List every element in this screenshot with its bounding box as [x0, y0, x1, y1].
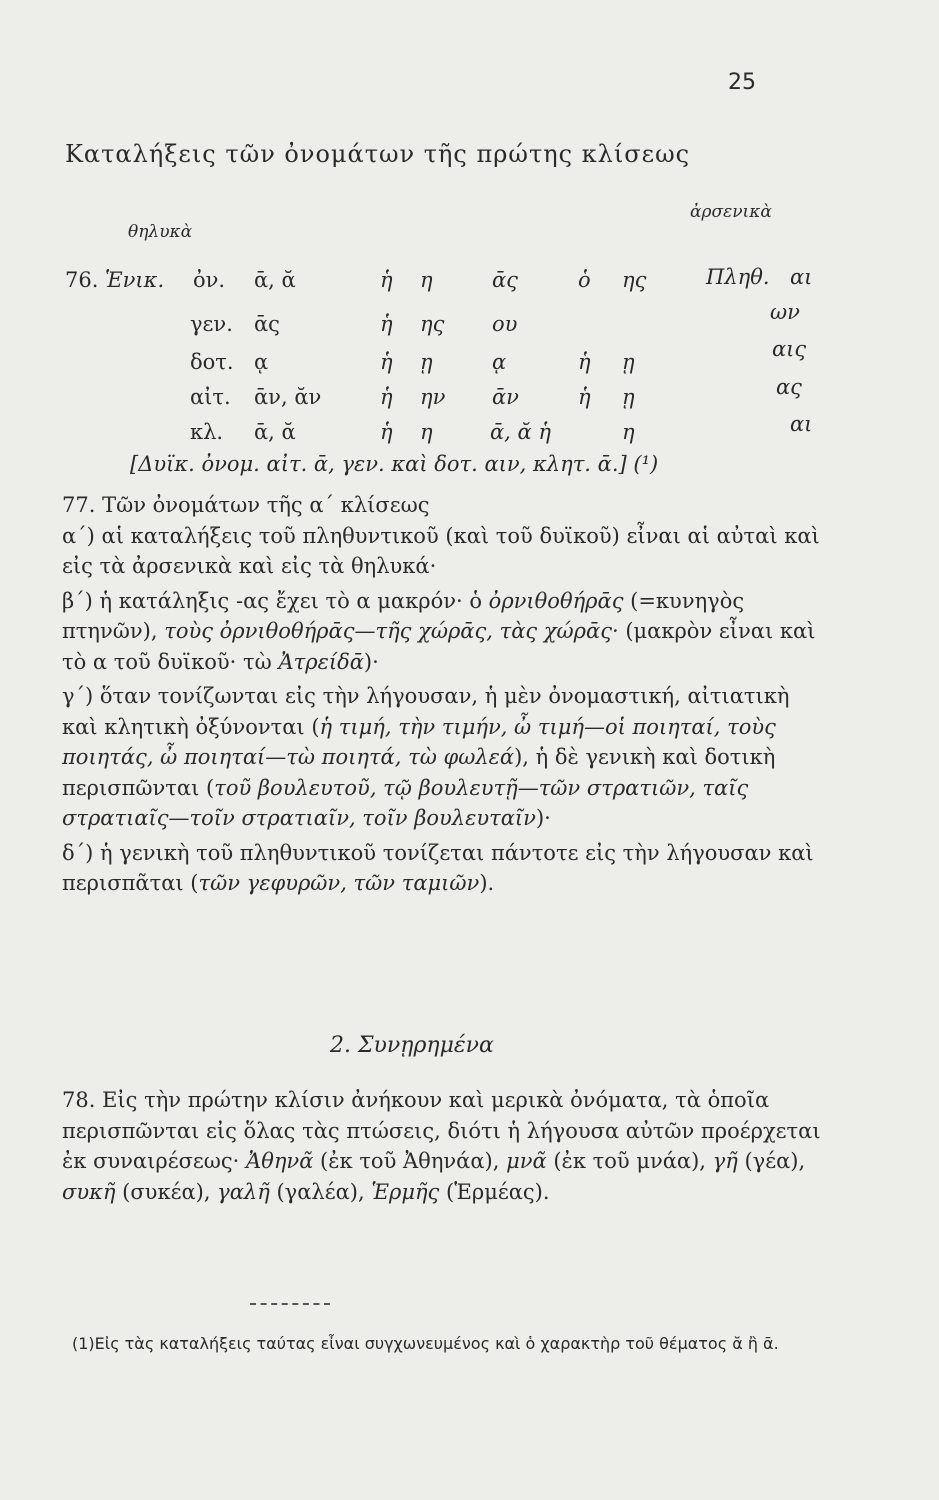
- case-label: αἰτ.: [190, 385, 231, 409]
- ending: ῃ: [420, 350, 433, 374]
- plural-ending: ων: [770, 300, 800, 324]
- footnote-divider: [250, 1303, 330, 1305]
- p77-point-c: γ΄) ὅταν τονίζωνται εἰς τὴν λήγουσαν, ἡ μὲν ὀνομαστική, αἰτιατικὴ καὶ κλητικὴ ὀξύνονται (ἡ τιμή, τὴν τιμήν, ὦ τιμή—οἱ ποιηταί, τοὺς ποιητάς, ὦ ποιηταί—τὼ ποιητά, τὼ φωλεά), ἡ δὲ γενικὴ καὶ δοτικὴ περισπῶνται (τοῦ βουλευτοῦ, τῷ βουλευτῇ—τῶν στρατιῶν, ταῖς στρατιαῖς—τοῖν στρατιαῖν, τοῖν βουλευταῖν)·: [62, 684, 790, 830]
- ending: ἡ: [578, 385, 591, 409]
- ending: ᾳ: [492, 350, 507, 374]
- ending: ἡ: [380, 350, 393, 374]
- ending: ου: [492, 312, 518, 336]
- ending: ης: [420, 312, 445, 336]
- paragraph-77: [62, 490, 822, 899]
- ending: ᾱς: [254, 312, 280, 336]
- ending: η: [420, 268, 433, 292]
- section-number-76: 76.: [65, 268, 99, 292]
- feminine-label: θηλυκὰ: [128, 222, 193, 242]
- ending: ῃ: [622, 350, 635, 374]
- plural-label: Πληθ.: [706, 265, 770, 289]
- ending: ης: [622, 268, 647, 292]
- p77-point-d: δ΄) ἡ γενικὴ τοῦ πληθυντικοῦ τονίζεται πάντοτε εἰς τὴν λήγουσαν καὶ περισπᾶται (τῶν γεφυρῶν, τῶν ταμιῶν).: [62, 840, 814, 895]
- dual-forms-line: [Δυϊκ. ὀνομ. αἰτ. ᾱ, γεν. καὶ δοτ. αιν, κλητ. ᾱ.] (¹): [130, 452, 659, 476]
- masculine-label: ἀρσενικὰ: [690, 202, 772, 222]
- singular-label: Ἑνικ.: [105, 268, 165, 292]
- ending: ἡ: [380, 385, 393, 409]
- paragraph-78: 78. Εἰς τὴν πρώτην κλίσιν ἀνήκουν καὶ μερικὰ ὀνόματα, τὰ ὁποῖα περισπῶνται εἰς ὅλας τὰς πτώσεις, διότι ἡ λήγουσα αὐτῶν προέρχεται ἐκ συναιρέσεως· Ἀθηνᾶ (ἐκ τοῦ Ἀθηνάα), μνᾶ (ἐκ τοῦ μνάα), γῆ (γέα), συκῆ (συκέα), γαλῆ (γαλέα), Ἑρμῆς (Ἑρμέας).: [62, 1088, 821, 1204]
- plural-ending: αι: [790, 412, 813, 436]
- ending: ῃ: [622, 385, 635, 409]
- ending: ᾱ, ᾰ: [254, 420, 296, 444]
- ending: ἡ: [380, 268, 393, 292]
- plural-ending: αις: [772, 337, 807, 361]
- case-label: ὀν.: [193, 268, 226, 292]
- case-label: δοτ.: [190, 350, 234, 374]
- plural-ending: ας: [776, 375, 802, 399]
- p77-point-a: α΄) αἱ καταλήξεις τοῦ πληθυντικοῦ (καὶ τοῦ δυϊκοῦ) εἶναι αἱ αὐταὶ καὶ εἰς τὰ ἀρσενικὰ καὶ εἰς τὰ θηλυκά·: [62, 523, 820, 578]
- ending: ᾱν, ᾰν: [254, 385, 322, 409]
- ending: ἡ: [380, 312, 393, 336]
- subheading-contracted: 2. Συνῃρημένα: [330, 1033, 494, 1058]
- page-number: 25: [728, 70, 756, 95]
- case-label: κλ.: [190, 420, 224, 444]
- case-label: γεν.: [190, 312, 233, 336]
- ending: ᾱ, ᾰ ἡ: [490, 420, 551, 444]
- footnote: (1)Εἰς τὰς καταλήξεις ταύτας εἶναι συγχωνευμένος καὶ ὁ χαρακτὴρ τοῦ θέματος ᾰ ἢ ᾱ.: [72, 1334, 779, 1353]
- ending: ἡ: [578, 350, 591, 374]
- ending: ὁ: [578, 268, 591, 292]
- ending: ᾱ, ᾰ: [254, 268, 296, 292]
- p77-title: 77. Τῶν ὀνομάτων τῆς α΄ κλίσεως: [62, 493, 430, 517]
- ending: ᾱν: [492, 385, 519, 409]
- ending: ᾳ: [254, 350, 269, 374]
- p77-point-b: β΄) ἡ κατάληξις -ας ἔχει τὸ α μακρόν· ὁ ὀρνιθοθήρᾱς (=κυνηγὸς πτηνῶν), τοὺς ὀρνιθοθήρᾱς—τῆς χώρᾱς, τὰς χώρᾱς· (μακρὸν εἶναι καὶ τὸ α τοῦ δυϊκοῦ· τὼ Ἀτρείδᾱ)·: [62, 588, 816, 674]
- ending: η: [420, 420, 433, 444]
- ending: ᾱς: [492, 268, 518, 292]
- ending: ἡ: [380, 420, 393, 444]
- ending: η: [622, 420, 635, 444]
- page-heading: Καταλήξεις τῶν ὀνομάτων τῆς πρώτης κλίσεως: [65, 140, 691, 168]
- plural-ending: αι: [790, 265, 813, 289]
- ending: ην: [420, 385, 446, 409]
